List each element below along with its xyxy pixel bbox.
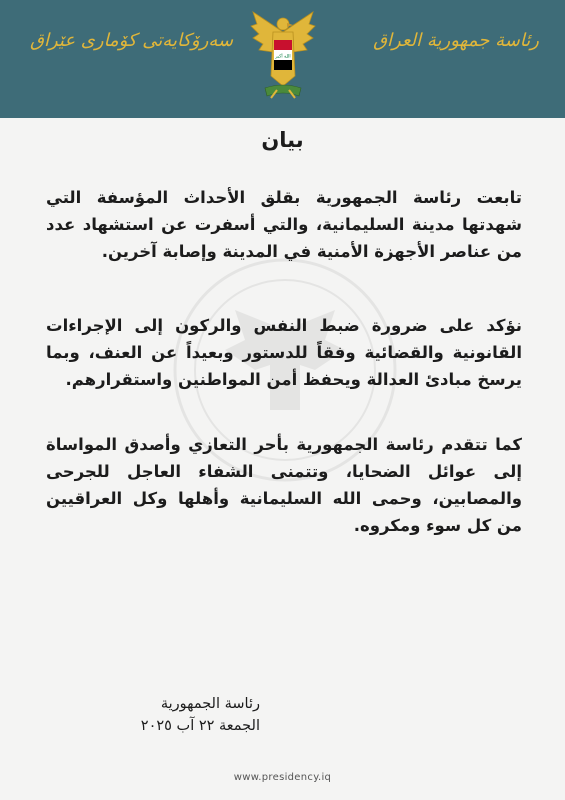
- document-title: بيان: [261, 128, 304, 152]
- website-link[interactable]: www.presidency.iq: [233, 772, 332, 783]
- statement-paragraph-1: تابعت رئاسة الجمهورية بقلق الأحداث المؤسفة التي شهدتها مدينة السليمانية، والتي أسفرت عن استشهاد عدد من عناصر الأجهزة الأمنية في المدينة وإصابة آخرين.: [46, 188, 522, 261]
- statement-paragraph-2: نؤكد على ضرورة ضبط النفس والركون إلى الإجراءات القانونية والقضائية وفقاً للدستور وبعيداً عن العنف، وبما يرسخ مبادئ العدالة ويحفظ أمن المواطنين واستقرارهم.: [46, 316, 522, 389]
- statement-paragraph-3: كما تتقدم رئاسة الجمهورية بأحر التعازي وأصدق المواساة إلى عوائل الضحايا، وتتمنى الشفاء العاجل للجرحى والمصابين، وحمى الله السليمانية وأهلها وكل العراقيين من كل سوء ومكروه.: [46, 435, 522, 535]
- svg-text:الله أكبر: الله أكبر: [275, 54, 291, 60]
- header-kurdish-title: سەرۆکایەتی کۆماری عێراق: [30, 30, 234, 51]
- iraq-eagle-emblem-icon: [247, 2, 319, 106]
- issuer-name: رئاسة الجمهورية: [160, 696, 260, 712]
- header-banner: [0, 0, 565, 118]
- signature-block: [120, 693, 260, 737]
- header-arabic-title: رئاسة جمهورية العراق: [373, 30, 539, 51]
- issue-date: الجمعة ٢٢ آب ٢٠٢٥: [140, 718, 260, 734]
